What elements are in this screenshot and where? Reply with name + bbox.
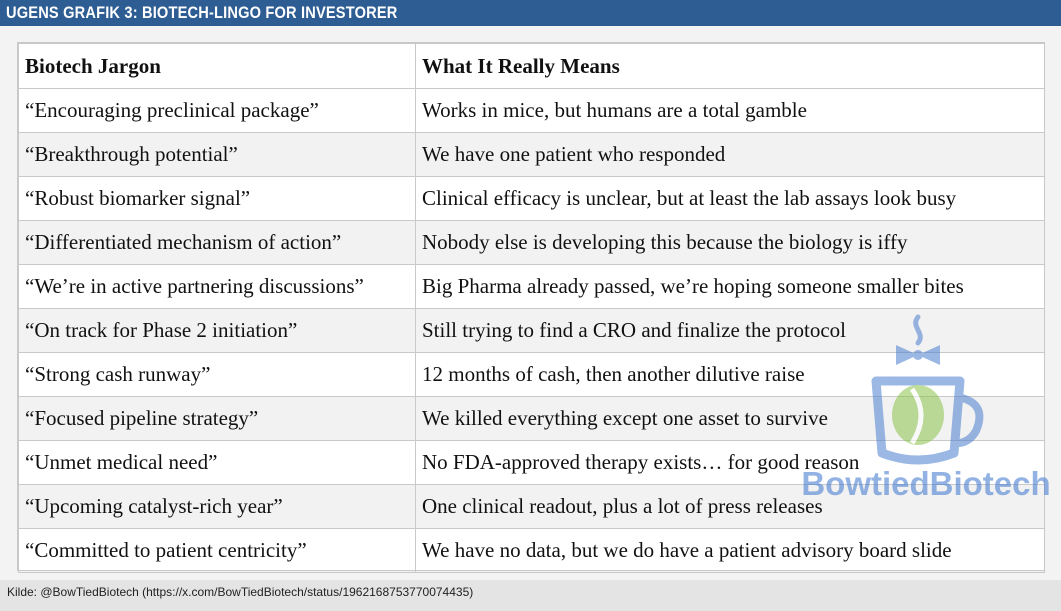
table-row [19, 89, 1045, 133]
jargon-cell: “Breakthrough potential” [19, 133, 416, 177]
table-card [17, 42, 1051, 571]
meaning-cell: Nobody else is developing this because the biology is iffy [416, 221, 1045, 265]
meaning-cell: We have one patient who responded [416, 133, 1045, 177]
column-header-meaning: What It Really Means [416, 44, 1045, 89]
column-header-jargon: Biotech Jargon [19, 44, 416, 89]
table-row [19, 441, 1045, 485]
table-row [19, 353, 1045, 397]
source-text: Kilde: @BowTiedBiotech (https://x.com/BowTiedBiotech/status/1962168753770074435) [7, 585, 474, 599]
source-footer [0, 580, 1061, 611]
table-row [19, 133, 1045, 177]
chart-title: UGENS GRAFIK 3: BIOTECH-LINGO FOR INVESTORER [6, 3, 398, 22]
table-row [19, 309, 1045, 353]
meaning-cell: Big Pharma already passed, we’re hoping someone smaller bites [416, 265, 1045, 309]
jargon-cell: “Robust biomarker signal” [19, 177, 416, 221]
table-row [19, 265, 1045, 309]
jargon-cell: “Focused pipeline strategy” [19, 397, 416, 441]
jargon-cell: “Upcoming catalyst-rich year” [19, 485, 416, 529]
watermark-text: BowtiedBiotech [801, 465, 1051, 502]
table-row [19, 177, 1045, 221]
meaning-cell: 12 months of cash, then another dilutive raise [416, 353, 1045, 397]
jargon-cell: “Unmet medical need” [19, 441, 416, 485]
table-row [19, 397, 1045, 441]
meaning-cell: No FDA-approved therapy exists… for good reason [416, 441, 1045, 485]
jargon-cell: “We’re in active partnering discussions” [19, 265, 416, 309]
jargon-cell: “Differentiated mechanism of action” [19, 221, 416, 265]
jargon-cell: “On track for Phase 2 initiation” [19, 309, 416, 353]
meaning-cell: Still trying to find a CRO and finalize the protocol [416, 309, 1045, 353]
jargon-cell: “Encouraging preclinical package” [19, 89, 416, 133]
table-row [19, 485, 1045, 529]
table-row [19, 221, 1045, 265]
chart-title-bar [0, 0, 1061, 26]
meaning-cell: We have no data, but we do have a patient advisory board slide [416, 529, 1045, 573]
meaning-cell: Works in mice, but humans are a total gamble [416, 89, 1045, 133]
meaning-cell: One clinical readout, plus a lot of press releases [416, 485, 1045, 529]
content-area [0, 26, 1061, 580]
jargon-cell: “Committed to patient centricity” [19, 529, 416, 573]
jargon-table [18, 43, 1045, 573]
table-row [19, 529, 1045, 573]
meaning-cell: We killed everything except one asset to survive [416, 397, 1045, 441]
jargon-cell: “Strong cash runway” [19, 353, 416, 397]
table-header-row [19, 44, 1045, 89]
meaning-cell: Clinical efficacy is unclear, but at least the lab assays look busy [416, 177, 1045, 221]
